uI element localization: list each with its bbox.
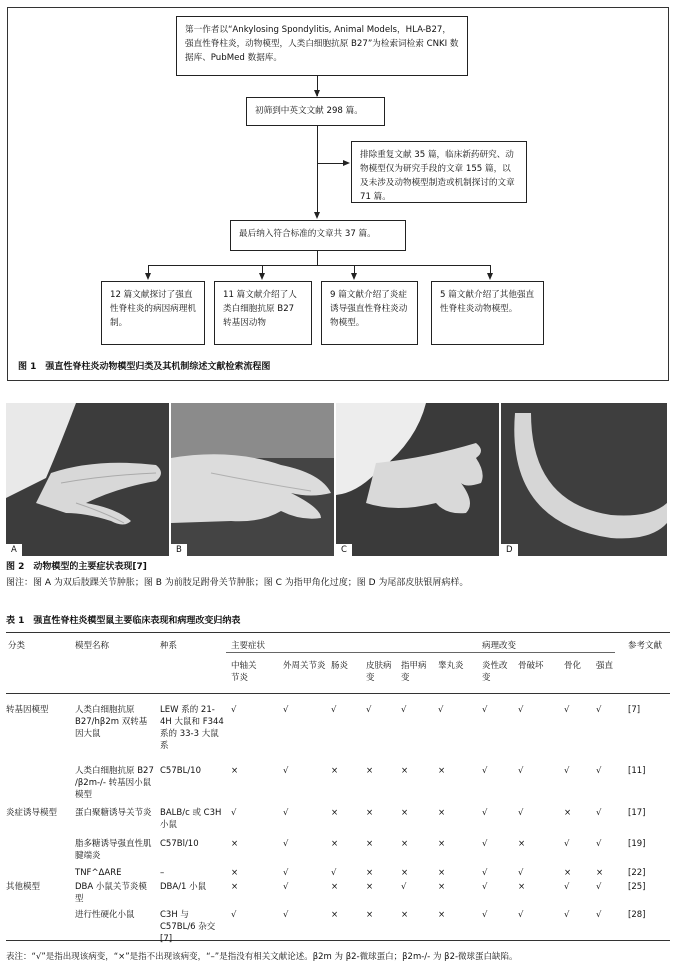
row-mark: × [331,910,339,920]
row-mark: × [438,882,446,892]
row-strain: LEW 系的 21-4H 大鼠和 F344 系的 33-3 大鼠系 [160,705,224,751]
row-mark: × [401,808,409,818]
row-mark: √ [564,882,570,892]
subheader-cell: 外周关节炎 [283,661,326,671]
row-mark: √ [518,705,524,715]
arrow-right-icon [343,160,350,166]
row-mark: √ [283,910,289,920]
row-model: DBA 小鼠关节炎模型 [75,882,147,904]
row-mark: × [564,868,572,878]
row-mark: √ [331,868,337,878]
row-mark: √ [401,705,407,715]
row-mark: √ [518,766,524,776]
row-ref: [28] [628,910,646,920]
connector [148,265,491,266]
row-model: 人类白细胞抗原 B27/hβ2m 双转基因大鼠 [75,705,148,739]
row-mark: × [366,868,374,878]
row-mark: √ [283,839,289,849]
row-mark: √ [283,882,289,892]
row-mark: √ [401,882,407,892]
row-mark: √ [482,705,488,715]
photo-nail [336,403,499,556]
table-bottom-rule [6,940,670,941]
flowchart-search-box: 第一作者以“Ankylosing Spondylitis, Animal Models，HLA-B27，强直性脊柱炎，动物模型，人类白细胞抗原 B27”为检索词检索 CNKI 数据库、PubMed 数据库。 [176,16,468,76]
row-ref: [22] [628,868,646,878]
row-ref: [7] [628,705,641,715]
row-mark: × [366,839,374,849]
row-model: 进行性硬化小鼠 [75,910,135,920]
row-mark: √ [596,910,602,920]
photo-label: B [171,544,187,556]
col-main-symptoms: 主要症状 [231,641,266,651]
row-mark: √ [231,808,237,818]
row-mark: × [231,882,239,892]
subheader-cell: 强直 [596,661,614,671]
row-mark: × [596,868,604,878]
row-category: 其他模型 [6,882,41,892]
connector [317,126,318,217]
arrow-down-icon [314,90,320,97]
row-strain: C57BL/10 [160,766,201,776]
row-mark: √ [564,839,570,849]
photo-label: A [6,544,22,556]
row-mark: √ [596,808,602,818]
flowchart-leaf-transgenic: 11 篇文献介绍了人类白细胞抗原 B27 转基因动物 [214,281,312,345]
col-strain: 种系 [160,641,178,651]
row-mark: √ [482,766,488,776]
row-mark: √ [283,766,289,776]
row-ref: [25] [628,882,646,892]
row-mark: √ [596,705,602,715]
row-strain: C57Bl/10 [160,839,199,849]
row-mark: × [231,766,239,776]
subheader-cell: 骨破坏 [518,661,544,671]
row-mark: √ [564,705,570,715]
row-mark: × [438,868,446,878]
row-mark: × [331,808,339,818]
row-mark: √ [596,766,602,776]
row-mark: √ [366,705,372,715]
photo-label: C [336,544,352,556]
connector [317,251,318,265]
row-mark: √ [482,910,488,920]
figure2-caption: 图 2 动物模型的主要症状表现[7] [6,562,147,572]
row-mark: × [518,839,526,849]
table-title: 表 1 强直性脊柱炎模型鼠主要临床表现和病理改变归纳表 [6,616,241,626]
subheader-cell: 睾丸炎 [438,661,464,671]
row-mark: √ [564,766,570,776]
header-bottom-rule [6,693,670,694]
flowchart-included-box: 最后纳入符合标准的文章共 37 篇。 [230,220,406,251]
row-mark: √ [564,910,570,920]
subheader-cell: 皮肤病变 [366,661,392,683]
row-category: 炎症诱导模型 [6,808,58,818]
row-mark: √ [518,868,524,878]
row-mark: × [331,839,339,849]
row-mark: × [564,808,572,818]
row-ref: [17] [628,808,646,818]
row-ref: [19] [628,839,646,849]
row-category: 转基因模型 [6,705,49,715]
subheader-cell: 指甲病变 [401,661,427,683]
row-mark: × [438,910,446,920]
row-model: 脂多糖诱导强直性肌腱端炎 [75,839,152,861]
row-mark: × [366,766,374,776]
row-strain: DBA/1 小鼠 [160,882,207,892]
row-mark: √ [596,882,602,892]
row-mark: √ [231,705,237,715]
photo-hindlimb [6,403,169,556]
row-mark: √ [482,839,488,849]
col-ref: 参考文献 [628,641,663,651]
arrow-down-icon [351,273,357,280]
table-note: 表注：“√”是指出现该病变，“×”是指不出现该病变，“–”是指没有相关文献论述。β2m 为 β2-微球蛋白；β2m-/- 为 β2-微球蛋白缺陷。 [6,952,518,962]
row-mark: × [331,882,339,892]
row-model: TNF^ΔARE [75,868,122,878]
flowchart-leaf-inflammation: 9 篇文献介绍了炎症诱导强直性脊柱炎动物模型。 [321,281,418,345]
col-pathology: 病理改变 [482,641,517,651]
row-model: 人类白细胞抗原 B27 /β2m-/- 转基因小鼠模型 [75,766,154,800]
row-mark: √ [518,808,524,818]
row-mark: √ [283,705,289,715]
arrow-down-icon [259,273,265,280]
row-strain: C3H 与 C57BL/6 杂交[7] [160,910,216,944]
row-mark: × [438,766,446,776]
row-mark: √ [482,882,488,892]
row-mark: × [518,882,526,892]
arrow-down-icon [145,273,151,280]
row-mark: × [438,839,446,849]
flowchart-leaf-pathology: 12 篇文献探讨了强直性脊柱炎的病因病理机制。 [101,281,205,345]
col-category: 分类 [8,641,26,651]
figure1-caption: 图 1 强直性脊柱炎动物模型归类及其机制综述文献检索流程图 [18,362,271,372]
subheader-cell: 中轴关节炎 [231,661,257,683]
row-strain: – [160,868,165,878]
row-mark: √ [482,808,488,818]
row-mark: √ [283,808,289,818]
row-mark: √ [231,910,237,920]
flowchart-screened-box: 初筛到中英文文献 298 篇。 [246,97,385,126]
row-mark: × [438,808,446,818]
flowchart-excluded-box: 排除重复文献 35 篇，临床新药研究、动物模型仅为研究手段的文章 155 篇，以及未涉及动物模型制造或机制探讨的文章 71 篇。 [351,141,527,203]
row-strain: BALB/c 或 C3H 小鼠 [160,808,222,830]
row-mark: √ [482,868,488,878]
row-mark: × [401,839,409,849]
subheader-cell: 肠炎 [331,661,349,671]
row-mark: × [331,766,339,776]
header-subrule [226,652,615,653]
row-mark: √ [596,839,602,849]
row-mark: × [231,839,239,849]
connector [317,163,343,164]
row-mark: × [401,868,409,878]
row-mark: √ [438,705,444,715]
arrow-down-icon [314,212,320,219]
row-mark: × [366,882,374,892]
photo-tail [501,403,667,556]
row-mark: × [231,868,239,878]
arrow-down-icon [487,273,493,280]
row-mark: × [366,910,374,920]
figure2-note: 图注：图 A 为双后肢踝关节肿胀；图 B 为前肢足跗骨关节肿胀；图 C 为指甲角化过度；图 D 为尾部皮肤银屑病样。 [6,578,469,588]
row-mark: × [366,808,374,818]
photo-label: D [501,544,518,556]
col-model: 模型名称 [75,641,110,651]
row-mark: × [401,766,409,776]
photo-forelimb [171,403,334,556]
subheader-cell: 骨化 [564,661,582,671]
table-top-rule [6,632,670,633]
row-mark: √ [283,868,289,878]
row-model: 蛋白聚糖诱导关节炎 [75,808,152,818]
row-mark: √ [518,910,524,920]
subheader-cell: 炎性改变 [482,661,508,683]
row-mark: √ [331,705,337,715]
row-mark: × [401,910,409,920]
row-ref: [11] [628,766,646,776]
flowchart-leaf-other: 5 篇文献介绍了其他强直性脊柱炎动物模型。 [431,281,544,345]
